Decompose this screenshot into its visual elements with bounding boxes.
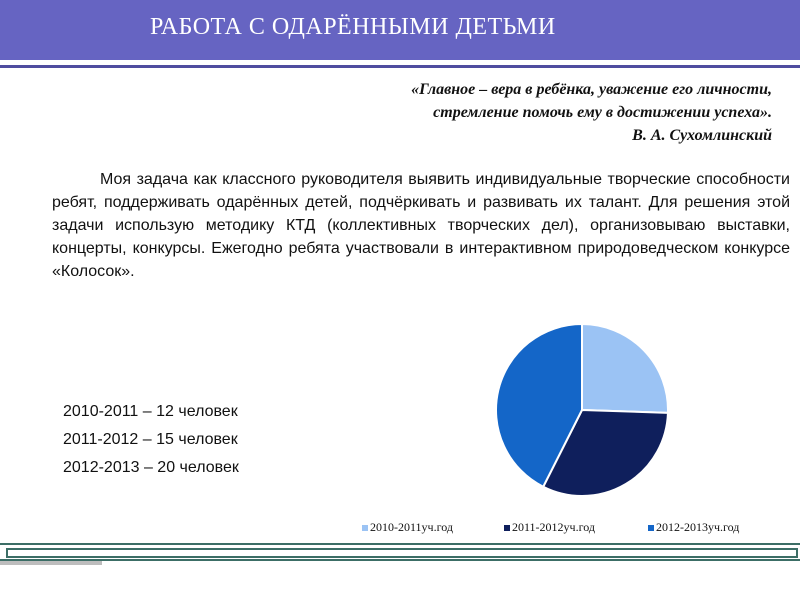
pie-chart: [360, 310, 790, 545]
stat-line-3: 2012-2013 – 20 человек: [63, 459, 239, 476]
stat-line-1: 2010-2011 – 12 человек: [63, 403, 238, 420]
legend-swatch-2: [504, 525, 510, 531]
legend-swatch-1: [362, 525, 368, 531]
stat-line-2: 2011-2012 – 15 человек: [63, 431, 238, 448]
header-divider: [0, 65, 800, 68]
footer-band-inner: [6, 548, 798, 558]
quote-author: В. А. Сухомлинский: [632, 127, 772, 144]
chart-legend: [362, 518, 792, 538]
epigraph-quote: [252, 78, 772, 147]
legend-label-1: 2010-2011уч.год: [370, 520, 453, 534]
footer-shadow: [0, 561, 102, 565]
legend-item-3: [648, 520, 739, 535]
legend-item-2: [504, 520, 595, 535]
quote-line-1: «Главное – вера в ребёнка, уважение его личности,: [411, 81, 772, 98]
pie-slice-1: [582, 324, 668, 413]
page-title: РАБОТА С ОДАРЁННЫМИ ДЕТЬМИ: [150, 14, 556, 40]
pie-slices: [496, 324, 668, 496]
legend-label-3: 2012-2013уч.год: [656, 520, 740, 534]
body-paragraph: Моя задача как классного руководителя выявить индивидуальные творческие способности ребят, поддерживать одарённых детей, подчёркивать и развивать их талант. Для решения этой задачи использую методику КТД (коллективных творческих дел), организовываю выставки, концерты, конкурсы. Ежегодно ребята участвовали в интерактивном природоведческом конкурсе «Колосок».: [52, 171, 790, 280]
legend-item-1: [362, 520, 453, 535]
quote-line-2: стремление помочь ему в достижении успеха».: [433, 104, 772, 121]
legend-swatch-3: [648, 525, 654, 531]
footer-band: [0, 543, 800, 561]
title-bar: [0, 0, 800, 60]
participation-stats: [63, 398, 239, 482]
legend-label-2: 2011-2012уч.год: [512, 520, 595, 534]
